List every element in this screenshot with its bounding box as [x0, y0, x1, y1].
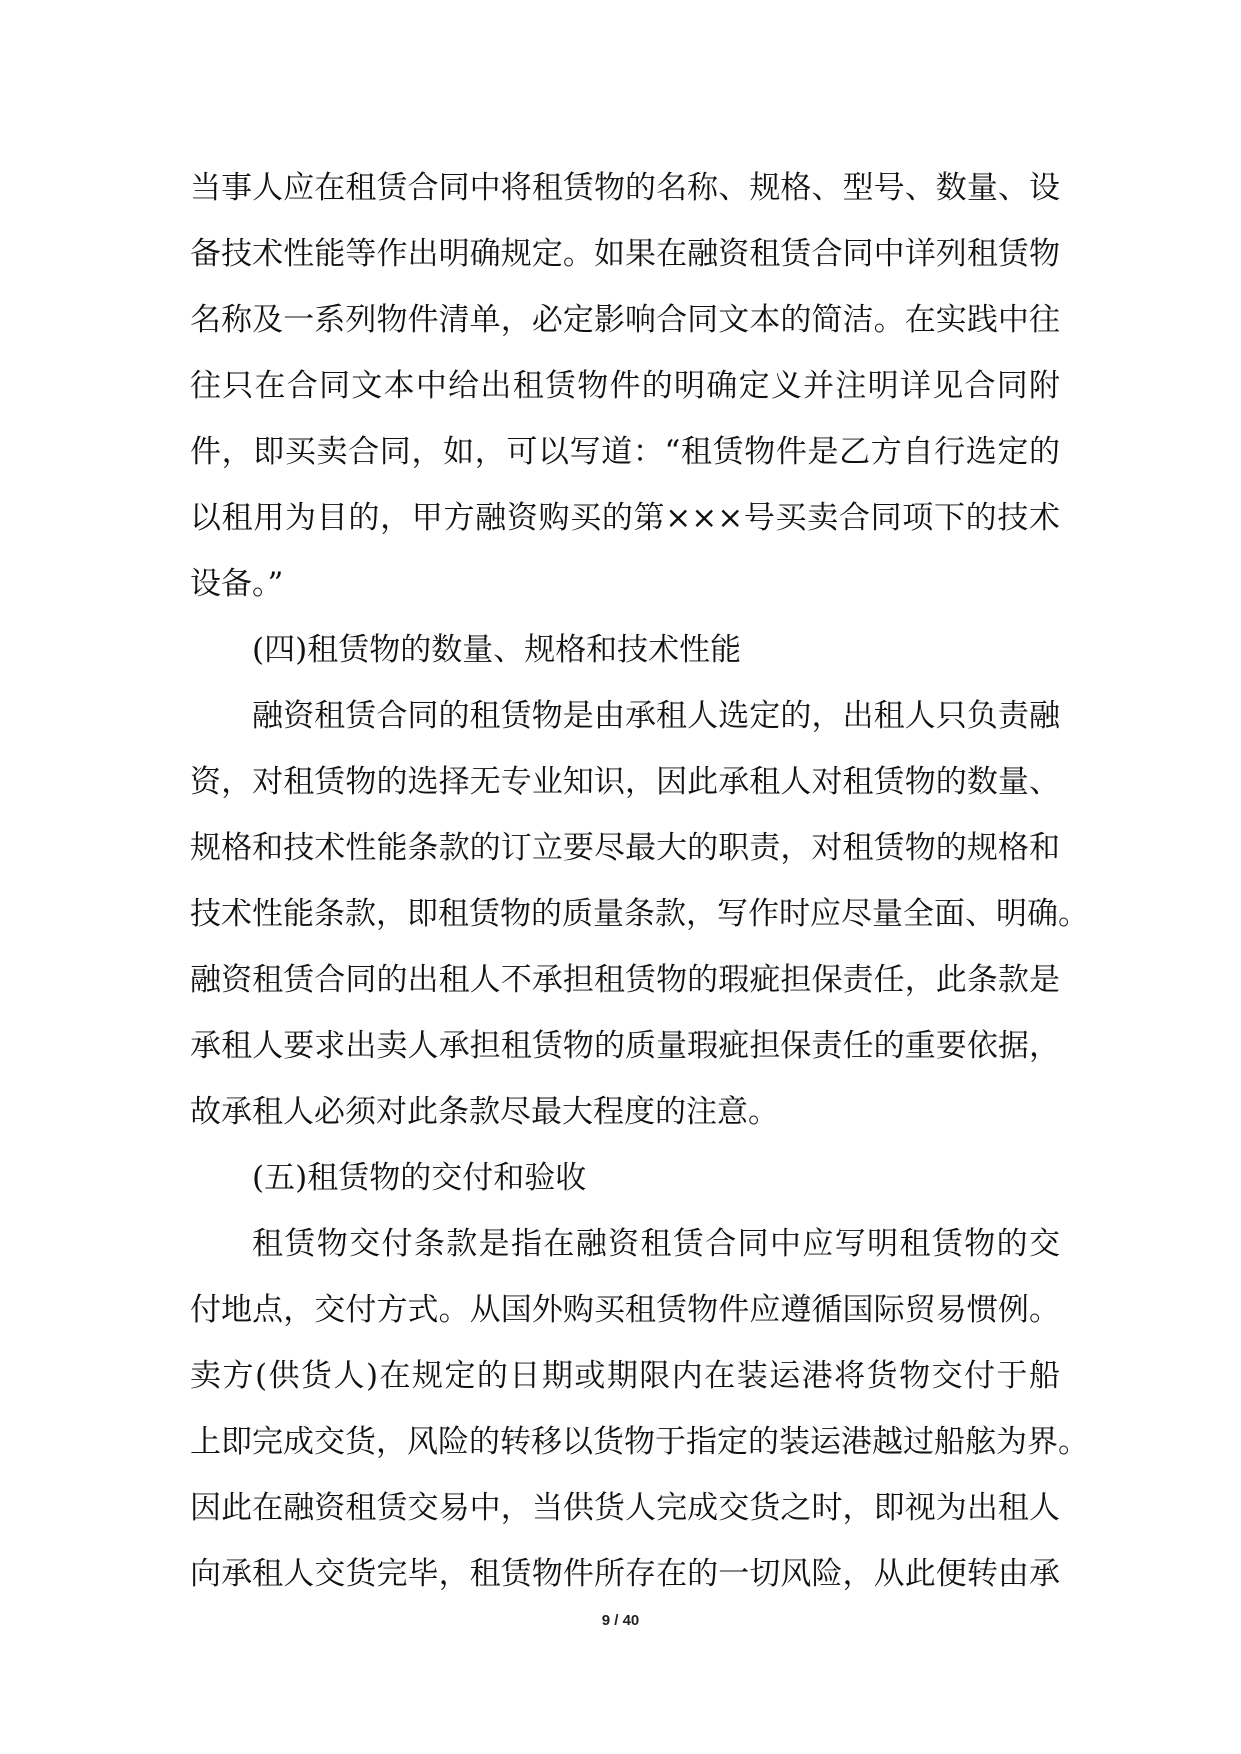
page-number: 9 / 40	[601, 1612, 640, 1629]
text-line: 技术性能条款，即租赁物的质量条款，写作时应尽量全面、明确。	[190, 896, 1089, 932]
text-line: 以租用为目的，甲方融资购买的第×××号买卖合同项下的技术	[190, 500, 1060, 536]
text-line: 往只在合同文本中给出租赁物件的明确定义并注明详见合同附	[190, 368, 1060, 404]
text-line: 付地点，交付方式。从国外购买租赁物件应遵循国际贸易惯例。	[190, 1292, 1060, 1328]
text-line: 当事人应在租赁合同中将租赁物的名称、规格、型号、数量、设	[190, 170, 1060, 206]
text-line: 承租人要求出卖人承担租赁物的质量瑕疵担保责任的重要依据，	[190, 1028, 1060, 1064]
text-line: 租赁物交付条款是指在融资租赁合同中应写明租赁物的交	[252, 1226, 1060, 1262]
text-line: 设备。”	[190, 566, 284, 602]
document-body	[190, 155, 1089, 1607]
section-heading: (五)租赁物的交付和验收	[252, 1160, 587, 1196]
text-line: 资，对租赁物的选择无专业知识，因此承租人对租赁物的数量、	[190, 764, 1060, 800]
text-line: 融资租赁合同的租赁物是由承租人选定的，出租人只负责融	[252, 698, 1060, 734]
text-line: 因此在融资租赁交易中，当供货人完成交货之时，即视为出租人	[190, 1490, 1060, 1526]
text-line: 规格和技术性能条款的订立要尽最大的职责，对租赁物的规格和	[190, 830, 1060, 866]
text-line: 故承租人必须对此条款尽最大程度的注意。	[190, 1094, 779, 1130]
text-line: 上即完成交货，风险的转移以货物于指定的装运港越过船舷为界。	[190, 1424, 1089, 1460]
text-line: 备技术性能等作出明确规定。如果在融资租赁合同中详列租赁物	[190, 236, 1060, 272]
text-line: 融资租赁合同的出租人不承担租赁物的瑕疵担保责任，此条款是	[190, 962, 1060, 998]
text-line: 名称及一系列物件清单，必定影响合同文本的简洁。在实践中往	[190, 302, 1060, 338]
text-line: 件，即买卖合同，如，可以写道：“租赁物件是乙方自行选定的	[190, 434, 1060, 470]
text-line: 向承租人交货完毕，租赁物件所存在的一切风险，从此便转由承	[190, 1556, 1060, 1592]
section-heading: (四)租赁物的数量、规格和技术性能	[252, 632, 742, 668]
text-line: 卖方(供货人)在规定的日期或期限内在装运港将货物交付于船	[190, 1358, 1060, 1394]
